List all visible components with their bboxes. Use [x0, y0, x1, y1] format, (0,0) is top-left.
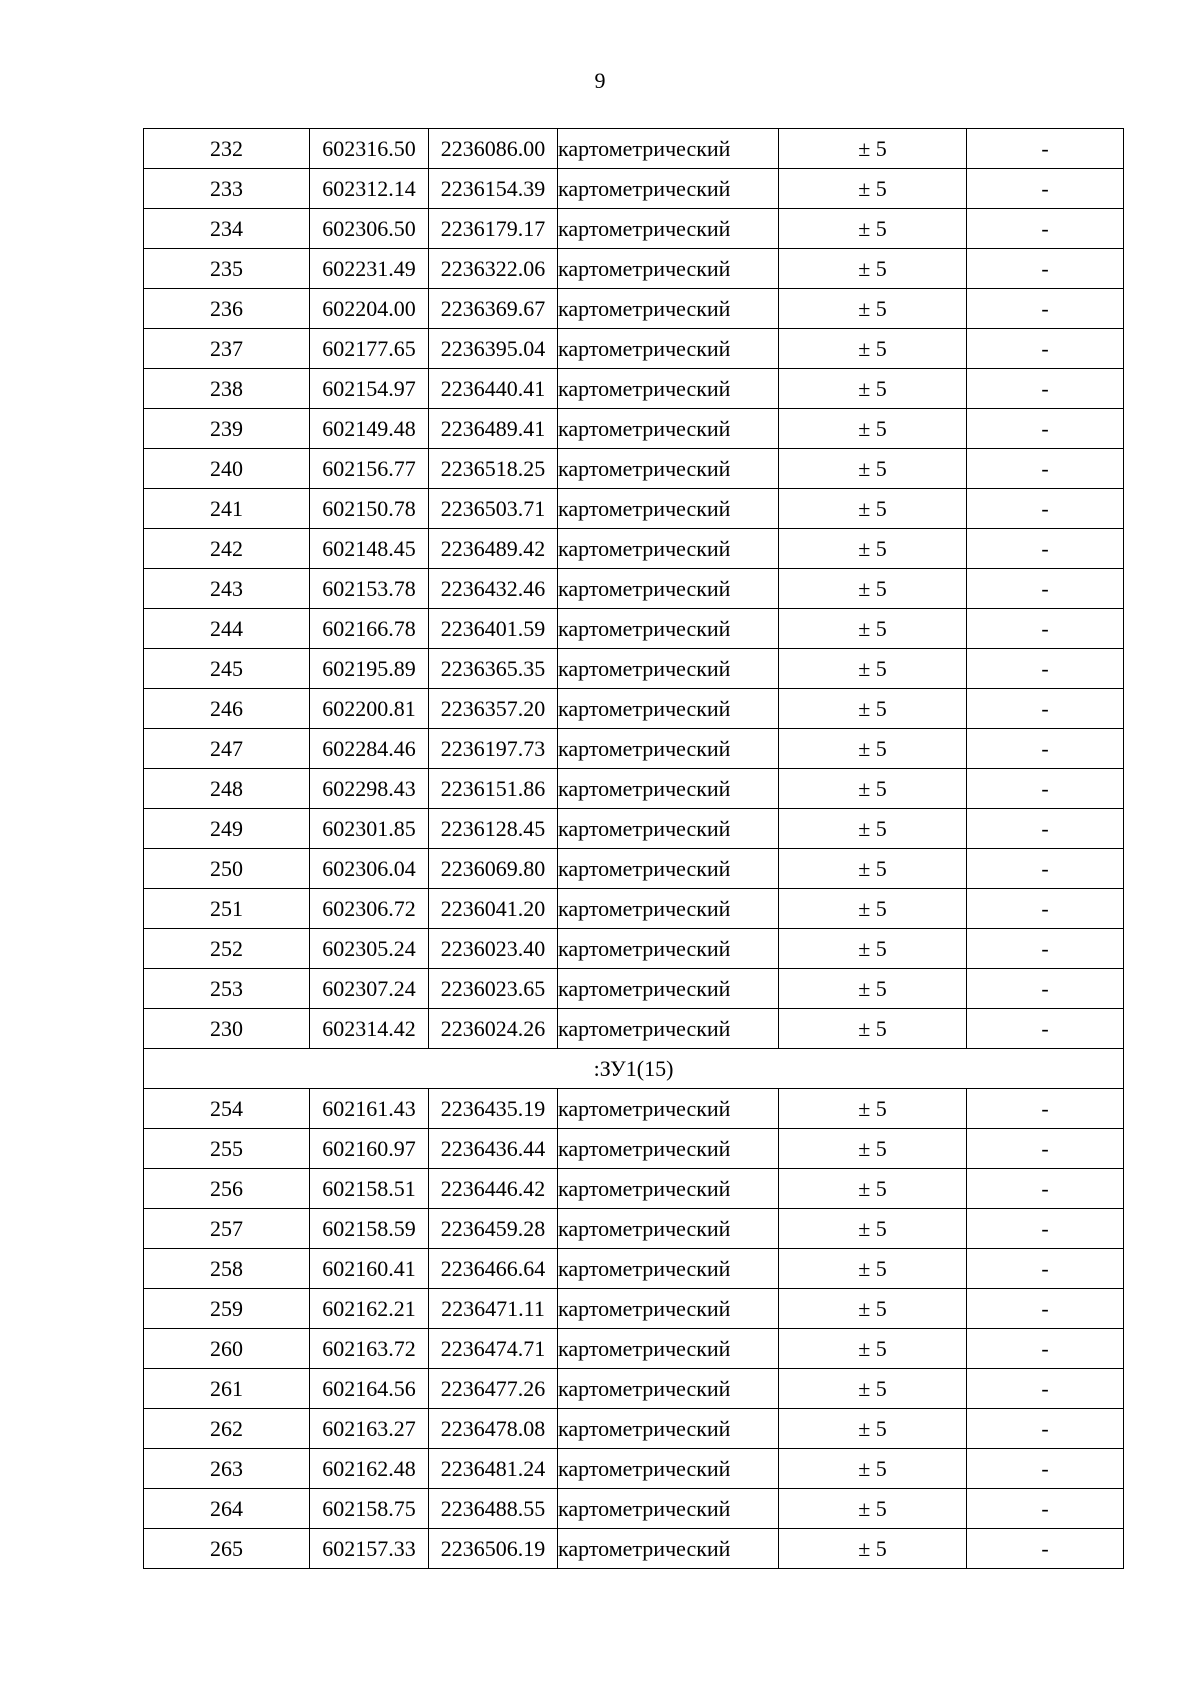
accuracy-cell: ± 5 — [779, 889, 967, 929]
table-row — [144, 849, 1124, 889]
point-number-cell: 242 — [144, 529, 310, 569]
accuracy-cell: ± 5 — [779, 1449, 967, 1489]
coordinate-y-cell: 2236086.00 — [429, 129, 558, 169]
accuracy-cell: ± 5 — [779, 209, 967, 249]
point-number-cell: 238 — [144, 369, 310, 409]
coordinate-x-cell: 602231.49 — [310, 249, 429, 289]
coordinate-y-cell: 2236395.04 — [429, 329, 558, 369]
coordinate-y-cell: 2236503.71 — [429, 489, 558, 529]
section-header-row — [144, 1049, 1124, 1089]
point-number-cell: 255 — [144, 1129, 310, 1169]
method-cell: картометрический — [558, 1169, 779, 1209]
method-cell: картометрический — [558, 1089, 779, 1129]
point-number-cell: 261 — [144, 1369, 310, 1409]
table-row — [144, 1289, 1124, 1329]
accuracy-cell: ± 5 — [779, 1169, 967, 1209]
table-row — [144, 1249, 1124, 1289]
method-cell: картометрический — [558, 289, 779, 329]
method-cell: картометрический — [558, 129, 779, 169]
coordinate-y-cell: 2236024.26 — [429, 1009, 558, 1049]
description-cell: - — [967, 209, 1124, 249]
description-cell: - — [967, 649, 1124, 689]
coordinate-x-cell: 602161.43 — [310, 1089, 429, 1129]
table-row — [144, 1449, 1124, 1489]
method-cell: картометрический — [558, 1489, 779, 1529]
table-row — [144, 1529, 1124, 1569]
coordinate-y-cell: 2236489.41 — [429, 409, 558, 449]
table-row — [144, 1409, 1124, 1449]
table-row — [144, 729, 1124, 769]
point-number-cell: 245 — [144, 649, 310, 689]
point-number-cell: 265 — [144, 1529, 310, 1569]
point-number-cell: 258 — [144, 1249, 310, 1289]
coordinate-x-cell: 602306.04 — [310, 849, 429, 889]
point-number-cell: 257 — [144, 1209, 310, 1249]
coordinate-x-cell: 602158.51 — [310, 1169, 429, 1209]
accuracy-cell: ± 5 — [779, 1329, 967, 1369]
description-cell: - — [967, 969, 1124, 1009]
coordinate-y-cell: 2236446.42 — [429, 1169, 558, 1209]
accuracy-cell: ± 5 — [779, 1249, 967, 1289]
coordinate-y-cell: 2236436.44 — [429, 1129, 558, 1169]
coordinate-y-cell: 2236471.11 — [429, 1289, 558, 1329]
point-number-cell: 241 — [144, 489, 310, 529]
accuracy-cell: ± 5 — [779, 1529, 967, 1569]
table-row — [144, 489, 1124, 529]
method-cell: картометрический — [558, 1009, 779, 1049]
coordinate-x-cell: 602298.43 — [310, 769, 429, 809]
point-number-cell: 234 — [144, 209, 310, 249]
table-row — [144, 649, 1124, 689]
point-number-cell: 243 — [144, 569, 310, 609]
coordinate-x-cell: 602163.72 — [310, 1329, 429, 1369]
coordinate-x-cell: 602316.50 — [310, 129, 429, 169]
coordinates-table-body — [144, 129, 1124, 1569]
accuracy-cell: ± 5 — [779, 1209, 967, 1249]
accuracy-cell: ± 5 — [779, 329, 967, 369]
coordinate-y-cell: 2236401.59 — [429, 609, 558, 649]
point-number-cell: 260 — [144, 1329, 310, 1369]
table-row — [144, 449, 1124, 489]
accuracy-cell: ± 5 — [779, 1089, 967, 1129]
description-cell: - — [967, 849, 1124, 889]
coordinate-y-cell: 2236459.28 — [429, 1209, 558, 1249]
point-number-cell: 256 — [144, 1169, 310, 1209]
coordinate-y-cell: 2236477.26 — [429, 1369, 558, 1409]
point-number-cell: 264 — [144, 1489, 310, 1529]
point-number-cell: 250 — [144, 849, 310, 889]
description-cell: - — [967, 529, 1124, 569]
table-row — [144, 769, 1124, 809]
point-number-cell: 252 — [144, 929, 310, 969]
method-cell: картометрический — [558, 969, 779, 1009]
description-cell: - — [967, 1289, 1124, 1329]
coordinate-y-cell: 2236357.20 — [429, 689, 558, 729]
method-cell: картометрический — [558, 1529, 779, 1569]
method-cell: картометрический — [558, 169, 779, 209]
description-cell: - — [967, 289, 1124, 329]
method-cell: картометрический — [558, 249, 779, 289]
accuracy-cell: ± 5 — [779, 169, 967, 209]
table-row — [144, 409, 1124, 449]
accuracy-cell: ± 5 — [779, 609, 967, 649]
table-row — [144, 529, 1124, 569]
coordinate-y-cell: 2236474.71 — [429, 1329, 558, 1369]
page-number: 9 — [594, 68, 606, 93]
method-cell: картометрический — [558, 609, 779, 649]
method-cell: картометрический — [558, 569, 779, 609]
point-number-cell: 246 — [144, 689, 310, 729]
accuracy-cell: ± 5 — [779, 649, 967, 689]
description-cell: - — [967, 569, 1124, 609]
point-number-cell: 236 — [144, 289, 310, 329]
point-number-cell: 253 — [144, 969, 310, 1009]
method-cell: картометрический — [558, 849, 779, 889]
coordinate-y-cell: 2236440.41 — [429, 369, 558, 409]
table-row — [144, 209, 1124, 249]
table-row — [144, 1489, 1124, 1529]
table-row — [144, 1129, 1124, 1169]
accuracy-cell: ± 5 — [779, 849, 967, 889]
point-number-cell: 263 — [144, 1449, 310, 1489]
description-cell: - — [967, 929, 1124, 969]
accuracy-cell: ± 5 — [779, 1489, 967, 1529]
point-number-cell: 249 — [144, 809, 310, 849]
point-number-cell: 244 — [144, 609, 310, 649]
accuracy-cell: ± 5 — [779, 969, 967, 1009]
description-cell: - — [967, 1169, 1124, 1209]
point-number-cell: 239 — [144, 409, 310, 449]
coordinate-y-cell: 2236506.19 — [429, 1529, 558, 1569]
table-row — [144, 369, 1124, 409]
description-cell: - — [967, 1009, 1124, 1049]
coordinate-x-cell: 602162.48 — [310, 1449, 429, 1489]
table-row — [144, 929, 1124, 969]
description-cell: - — [967, 329, 1124, 369]
coordinate-y-cell: 2236435.19 — [429, 1089, 558, 1129]
method-cell: картометрический — [558, 889, 779, 929]
method-cell: картометрический — [558, 209, 779, 249]
table-row — [144, 569, 1124, 609]
coordinate-x-cell: 602314.42 — [310, 1009, 429, 1049]
description-cell: - — [967, 1449, 1124, 1489]
description-cell: - — [967, 1529, 1124, 1569]
description-cell: - — [967, 889, 1124, 929]
description-cell: - — [967, 1129, 1124, 1169]
coordinate-y-cell: 2236023.40 — [429, 929, 558, 969]
accuracy-cell: ± 5 — [779, 569, 967, 609]
coordinate-x-cell: 602177.65 — [310, 329, 429, 369]
method-cell: картометрический — [558, 1129, 779, 1169]
coordinate-x-cell: 602305.24 — [310, 929, 429, 969]
description-cell: - — [967, 769, 1124, 809]
method-cell: картометрический — [558, 809, 779, 849]
coordinate-x-cell: 602160.97 — [310, 1129, 429, 1169]
coordinate-x-cell: 602166.78 — [310, 609, 429, 649]
description-cell: - — [967, 1329, 1124, 1369]
table-row — [144, 1329, 1124, 1369]
table-row — [144, 1169, 1124, 1209]
description-cell: - — [967, 1249, 1124, 1289]
table-row — [144, 969, 1124, 1009]
coordinate-y-cell: 2236478.08 — [429, 1409, 558, 1449]
point-number-cell: 237 — [144, 329, 310, 369]
table-row — [144, 609, 1124, 649]
accuracy-cell: ± 5 — [779, 369, 967, 409]
accuracy-cell: ± 5 — [779, 1369, 967, 1409]
point-number-cell: 251 — [144, 889, 310, 929]
description-cell: - — [967, 1369, 1124, 1409]
point-number-cell: 262 — [144, 1409, 310, 1449]
method-cell: картометрический — [558, 649, 779, 689]
coordinate-x-cell: 602154.97 — [310, 369, 429, 409]
point-number-cell: 254 — [144, 1089, 310, 1129]
accuracy-cell: ± 5 — [779, 129, 967, 169]
section-label: :ЗУ1(15) — [144, 1049, 1124, 1089]
description-cell: - — [967, 729, 1124, 769]
coordinate-y-cell: 2236518.25 — [429, 449, 558, 489]
method-cell: картометрический — [558, 1289, 779, 1329]
coordinate-x-cell: 602195.89 — [310, 649, 429, 689]
description-cell: - — [967, 1409, 1124, 1449]
table-row — [144, 689, 1124, 729]
coordinate-x-cell: 602158.59 — [310, 1209, 429, 1249]
coordinate-y-cell: 2236322.06 — [429, 249, 558, 289]
method-cell: картометрический — [558, 1449, 779, 1489]
description-cell: - — [967, 369, 1124, 409]
accuracy-cell: ± 5 — [779, 689, 967, 729]
accuracy-cell: ± 5 — [779, 1409, 967, 1449]
coordinate-y-cell: 2236041.20 — [429, 889, 558, 929]
method-cell: картометрический — [558, 929, 779, 969]
accuracy-cell: ± 5 — [779, 409, 967, 449]
point-number-cell: 235 — [144, 249, 310, 289]
coordinate-y-cell: 2236466.64 — [429, 1249, 558, 1289]
description-cell: - — [967, 129, 1124, 169]
coordinate-y-cell: 2236179.17 — [429, 209, 558, 249]
method-cell: картометрический — [558, 409, 779, 449]
coordinate-x-cell: 602156.77 — [310, 449, 429, 489]
description-cell: - — [967, 609, 1124, 649]
accuracy-cell: ± 5 — [779, 1289, 967, 1329]
table-row — [144, 169, 1124, 209]
coordinate-y-cell: 2236151.86 — [429, 769, 558, 809]
accuracy-cell: ± 5 — [779, 929, 967, 969]
table-row — [144, 809, 1124, 849]
coordinate-y-cell: 2236488.55 — [429, 1489, 558, 1529]
accuracy-cell: ± 5 — [779, 249, 967, 289]
description-cell: - — [967, 249, 1124, 289]
method-cell: картометрический — [558, 1369, 779, 1409]
coordinate-y-cell: 2236154.39 — [429, 169, 558, 209]
point-number-cell: 230 — [144, 1009, 310, 1049]
point-number-cell: 240 — [144, 449, 310, 489]
description-cell: - — [967, 449, 1124, 489]
table-row — [144, 889, 1124, 929]
coordinate-x-cell: 602307.24 — [310, 969, 429, 1009]
coordinate-x-cell: 602160.41 — [310, 1249, 429, 1289]
method-cell: картометрический — [558, 329, 779, 369]
accuracy-cell: ± 5 — [779, 769, 967, 809]
table-row — [144, 1009, 1124, 1049]
accuracy-cell: ± 5 — [779, 729, 967, 769]
method-cell: картометрический — [558, 369, 779, 409]
coordinate-x-cell: 602312.14 — [310, 169, 429, 209]
table-row — [144, 1089, 1124, 1129]
coordinate-x-cell: 602306.72 — [310, 889, 429, 929]
accuracy-cell: ± 5 — [779, 289, 967, 329]
description-cell: - — [967, 689, 1124, 729]
description-cell: - — [967, 169, 1124, 209]
method-cell: картометрический — [558, 729, 779, 769]
table-row — [144, 1209, 1124, 1249]
coordinate-x-cell: 602150.78 — [310, 489, 429, 529]
coordinate-x-cell: 602149.48 — [310, 409, 429, 449]
method-cell: картометрический — [558, 1409, 779, 1449]
coordinate-x-cell: 602157.33 — [310, 1529, 429, 1569]
description-cell: - — [967, 1489, 1124, 1529]
method-cell: картометрический — [558, 1249, 779, 1289]
table-row — [144, 289, 1124, 329]
coordinate-y-cell: 2236365.35 — [429, 649, 558, 689]
accuracy-cell: ± 5 — [779, 529, 967, 569]
coordinate-x-cell: 602306.50 — [310, 209, 429, 249]
method-cell: картометрический — [558, 1329, 779, 1369]
coordinate-x-cell: 602158.75 — [310, 1489, 429, 1529]
accuracy-cell: ± 5 — [779, 1009, 967, 1049]
accuracy-cell: ± 5 — [779, 489, 967, 529]
table-row — [144, 249, 1124, 289]
coordinate-x-cell: 602200.81 — [310, 689, 429, 729]
description-cell: - — [967, 809, 1124, 849]
coordinate-x-cell: 602163.27 — [310, 1409, 429, 1449]
accuracy-cell: ± 5 — [779, 449, 967, 489]
coordinate-x-cell: 602204.00 — [310, 289, 429, 329]
description-cell: - — [967, 1089, 1124, 1129]
method-cell: картометрический — [558, 529, 779, 569]
method-cell: картометрический — [558, 449, 779, 489]
description-cell: - — [967, 1209, 1124, 1249]
coordinate-x-cell: 602153.78 — [310, 569, 429, 609]
accuracy-cell: ± 5 — [779, 809, 967, 849]
point-number-cell: 247 — [144, 729, 310, 769]
method-cell: картометрический — [558, 1209, 779, 1249]
coordinate-y-cell: 2236432.46 — [429, 569, 558, 609]
coordinate-x-cell: 602164.56 — [310, 1369, 429, 1409]
coordinate-x-cell: 602284.46 — [310, 729, 429, 769]
method-cell: картометрический — [558, 769, 779, 809]
coordinate-y-cell: 2236069.80 — [429, 849, 558, 889]
description-cell: - — [967, 489, 1124, 529]
table-row — [144, 329, 1124, 369]
coordinate-x-cell: 602301.85 — [310, 809, 429, 849]
coordinate-x-cell: 602148.45 — [310, 529, 429, 569]
coordinate-x-cell: 602162.21 — [310, 1289, 429, 1329]
method-cell: картометрический — [558, 489, 779, 529]
description-cell: - — [967, 409, 1124, 449]
table-row — [144, 1369, 1124, 1409]
coordinate-y-cell: 2236197.73 — [429, 729, 558, 769]
table-row — [144, 129, 1124, 169]
point-number-cell: 233 — [144, 169, 310, 209]
coordinate-y-cell: 2236128.45 — [429, 809, 558, 849]
coordinate-y-cell: 2236369.67 — [429, 289, 558, 329]
coordinate-y-cell: 2236489.42 — [429, 529, 558, 569]
coordinates-table — [143, 128, 1124, 1569]
point-number-cell: 232 — [144, 129, 310, 169]
coordinate-y-cell: 2236481.24 — [429, 1449, 558, 1489]
accuracy-cell: ± 5 — [779, 1129, 967, 1169]
coordinate-y-cell: 2236023.65 — [429, 969, 558, 1009]
point-number-cell: 259 — [144, 1289, 310, 1329]
point-number-cell: 248 — [144, 769, 310, 809]
method-cell: картометрический — [558, 689, 779, 729]
